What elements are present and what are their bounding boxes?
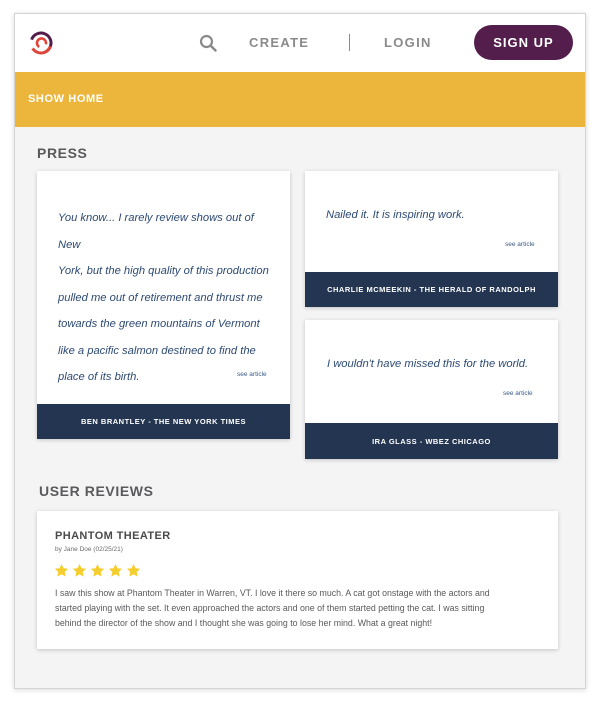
review-meta: by Jane Doe (02/25/21) — [55, 546, 123, 553]
review-title: PHANTOM THEATER — [55, 530, 171, 542]
quote-line: York, but the high quality of this production — [58, 265, 269, 277]
nav-create-link[interactable]: CREATE — [249, 35, 310, 50]
press-card — [305, 171, 558, 307]
review-line: started playing with the set. It even approached the actors and one of them started petting the cat. I was sitting — [55, 603, 485, 613]
press-source-bar — [37, 404, 290, 439]
quote-line: You know... I rarely review shows out of New — [58, 212, 254, 251]
nav-divider — [349, 34, 350, 51]
nav-login-link[interactable]: LOGIN — [384, 35, 432, 50]
press-card — [305, 320, 558, 459]
star-icon — [108, 563, 123, 578]
press-source: IRA GLASS - WBEZ CHICAGO — [372, 436, 491, 446]
see-article-link[interactable]: see article — [505, 241, 535, 248]
see-article-link[interactable]: see article — [503, 390, 533, 397]
app-logo-icon[interactable] — [28, 30, 54, 56]
press-card — [37, 171, 290, 439]
search-icon[interactable] — [199, 34, 217, 52]
review-line: behind the director of the show and I thought she was going to lose her mind. What a great night! — [55, 618, 433, 628]
show-home-link[interactable]: SHOW HOME — [28, 93, 104, 105]
star-rating — [54, 563, 144, 578]
press-quote: Nailed it. It is inspiring work. — [326, 209, 465, 221]
press-source: BEN BRANTLEY - THE NEW YORK TIMES — [81, 417, 246, 426]
star-icon — [126, 563, 141, 578]
quote-line: place of its birth. — [58, 371, 140, 383]
quote-line: towards the green mountains of Vermont — [58, 318, 260, 330]
press-source-bar — [305, 423, 558, 459]
press-quote — [58, 205, 278, 391]
star-icon — [72, 563, 87, 578]
press-source: CHARLIE MCMEEKIN - THE HERALD OF RANDOLPH — [327, 285, 536, 294]
press-heading: PRESS — [37, 145, 88, 161]
press-source-bar — [305, 272, 558, 307]
review-line: I saw this show at Phantom Theater in Warren, VT. I love it there so much. A cat got onstage with the actors and — [55, 588, 490, 598]
user-reviews-heading: USER REVIEWS — [39, 483, 154, 499]
review-card — [37, 511, 558, 649]
sign-up-button[interactable]: SIGN UP — [474, 25, 573, 60]
show-nav-band — [15, 72, 585, 127]
press-quote: I wouldn't have missed this for the world. — [327, 358, 529, 370]
see-article-link[interactable]: see article — [237, 371, 267, 378]
quote-line: like a pacific salmon destined to find the — [58, 344, 256, 357]
star-icon — [54, 563, 69, 578]
star-icon — [90, 563, 105, 578]
page-frame — [14, 13, 586, 689]
review-body — [55, 586, 547, 631]
top-nav — [15, 14, 585, 72]
quote-line: pulled me out of retirement and thrust me — [58, 291, 263, 304]
